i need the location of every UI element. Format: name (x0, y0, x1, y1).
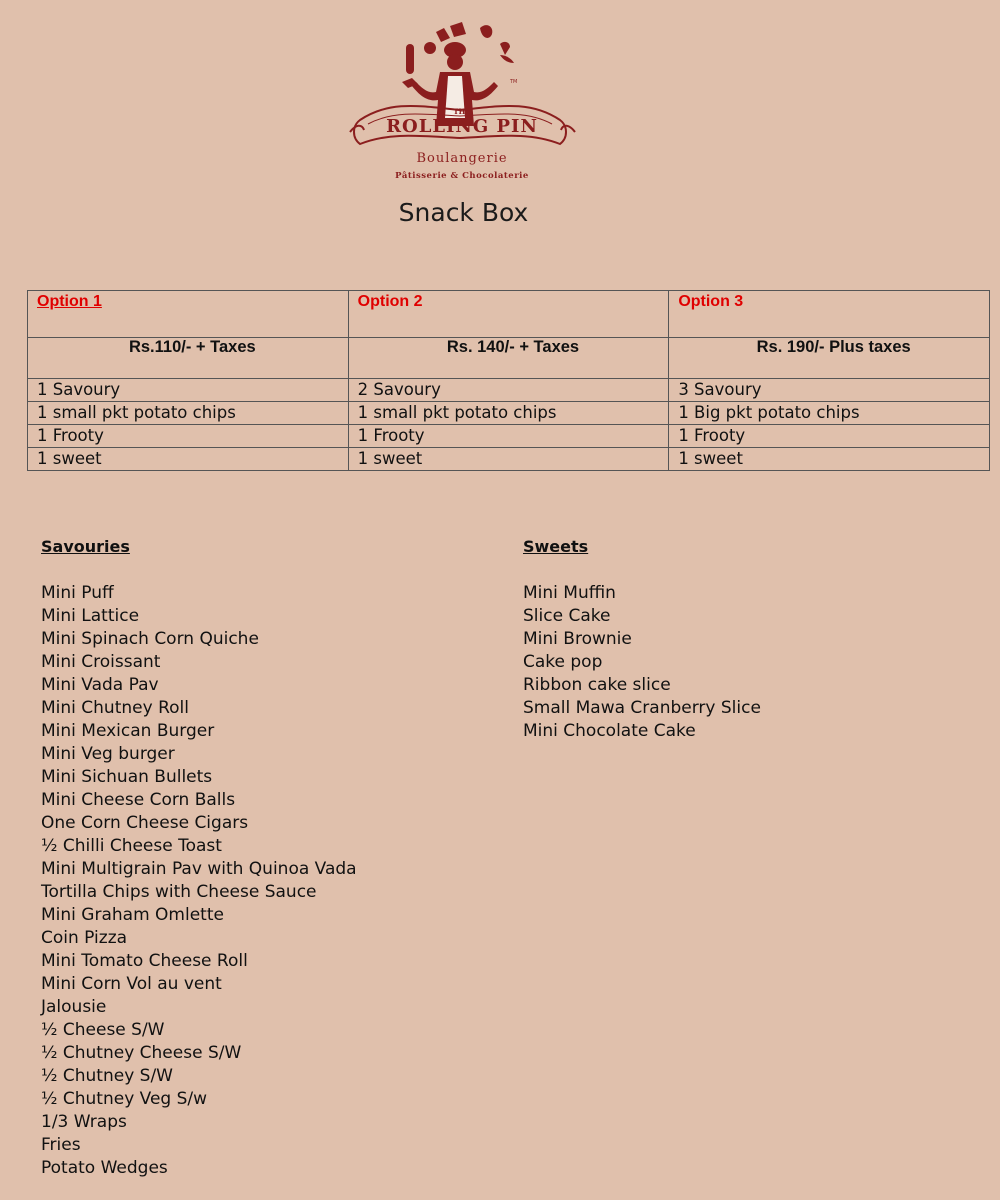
list-item: Mini Sichuan Bullets (41, 767, 213, 787)
sweets-heading: Sweets (523, 537, 589, 556)
list-item: ½ Chutney Cheese S/W (41, 1043, 242, 1063)
option-3-item: 1 Big pkt potato chips (669, 402, 990, 425)
list-item: Mini Veg burger (41, 744, 175, 764)
list-item: Mini Graham Omlette (41, 905, 224, 925)
option-1-item: 1 sweet (28, 448, 349, 471)
option-3-label: Option 3 (678, 293, 744, 310)
list-item: 1/3 Wraps (41, 1112, 127, 1132)
option-1-label: Option 1 (37, 293, 102, 310)
option-1-price: Rs.110/- + Taxes (28, 338, 349, 379)
options-table (27, 290, 990, 471)
savouries-heading: Savouries (41, 537, 130, 556)
list-item: Jalousie (41, 997, 107, 1017)
option-3-cell (669, 291, 990, 338)
rolling-pin-logo-icon (340, 10, 585, 190)
brand-logo (340, 10, 585, 190)
list-item: Small Mawa Cranberry Slice (523, 698, 761, 718)
list-item: Mini Mexican Burger (41, 721, 215, 741)
option-2-label: Option 2 (357, 293, 423, 310)
list-item: Mini Chutney Roll (41, 698, 189, 718)
option-1-item: 1 small pkt potato chips (28, 402, 349, 425)
option-3-item: 1 sweet (669, 448, 990, 471)
table-row (28, 379, 990, 402)
option-2-item: 1 sweet (348, 448, 669, 471)
list-item: Mini Corn Vol au vent (41, 974, 222, 994)
page-title: Snack Box (398, 198, 529, 227)
option-3-item: 1 Frooty (669, 425, 990, 448)
list-item: Mini Croissant (41, 652, 161, 672)
svg-text:Boulangerie: Boulangerie (416, 151, 508, 166)
list-item: Potato Wedges (41, 1158, 168, 1178)
option-2-cell (348, 291, 669, 338)
list-item: ½ Cheese S/W (41, 1020, 165, 1040)
table-row (28, 425, 990, 448)
list-item: Coin Pizza (41, 928, 128, 948)
option-2-item: 1 Frooty (348, 425, 669, 448)
option-3-price: Rs. 190/- Plus taxes (669, 338, 990, 379)
option-1-item: 1 Frooty (28, 425, 349, 448)
list-item: Mini Multigrain Pav with Quinoa Vada (41, 859, 357, 879)
list-item: Mini Lattice (41, 606, 140, 626)
table-row (28, 402, 990, 425)
option-1-item: 1 Savoury (28, 379, 349, 402)
option-2-item: 2 Savoury (348, 379, 669, 402)
list-item: Ribbon cake slice (523, 675, 671, 695)
list-item: ½ Chilli Cheese Toast (41, 836, 222, 856)
list-item: Cake pop (523, 652, 603, 672)
option-2-item: 1 small pkt potato chips (348, 402, 669, 425)
svg-text:ROLLING PIN: ROLLING PIN (386, 116, 538, 137)
svg-text:THE: THE (453, 107, 471, 116)
options-price-row (28, 338, 990, 379)
list-item: Mini Muffin (523, 583, 616, 603)
list-item: Mini Brownie (523, 629, 632, 649)
option-2-price: Rs. 140/- + Taxes (348, 338, 669, 379)
list-item: Mini Puff (41, 583, 114, 603)
list-item: Mini Vada Pav (41, 675, 159, 695)
list-item: Mini Cheese Corn Balls (41, 790, 236, 810)
options-header-row (28, 291, 990, 338)
list-item: Mini Chocolate Cake (523, 721, 696, 741)
table-row (28, 448, 990, 471)
sweets-list (523, 537, 761, 743)
list-item: ½ Chutney Veg S/w (41, 1089, 208, 1109)
option-3-item: 3 Savoury (669, 379, 990, 402)
svg-text:TM: TM (510, 79, 518, 85)
list-item: Slice Cake (523, 606, 611, 626)
list-item: Mini Spinach Corn Quiche (41, 629, 259, 649)
list-item: ½ Chutney S/W (41, 1066, 173, 1086)
list-item: Fries (41, 1135, 81, 1155)
svg-text:Pâtisserie & Chocolaterie: Pâtisserie & Chocolaterie (395, 171, 529, 181)
list-item: Tortilla Chips with Cheese Sauce (41, 882, 317, 902)
list-item: Mini Tomato Cheese Roll (41, 951, 248, 971)
savouries-list (41, 537, 357, 1180)
option-1-cell (28, 291, 349, 338)
list-item: One Corn Cheese Cigars (41, 813, 249, 833)
